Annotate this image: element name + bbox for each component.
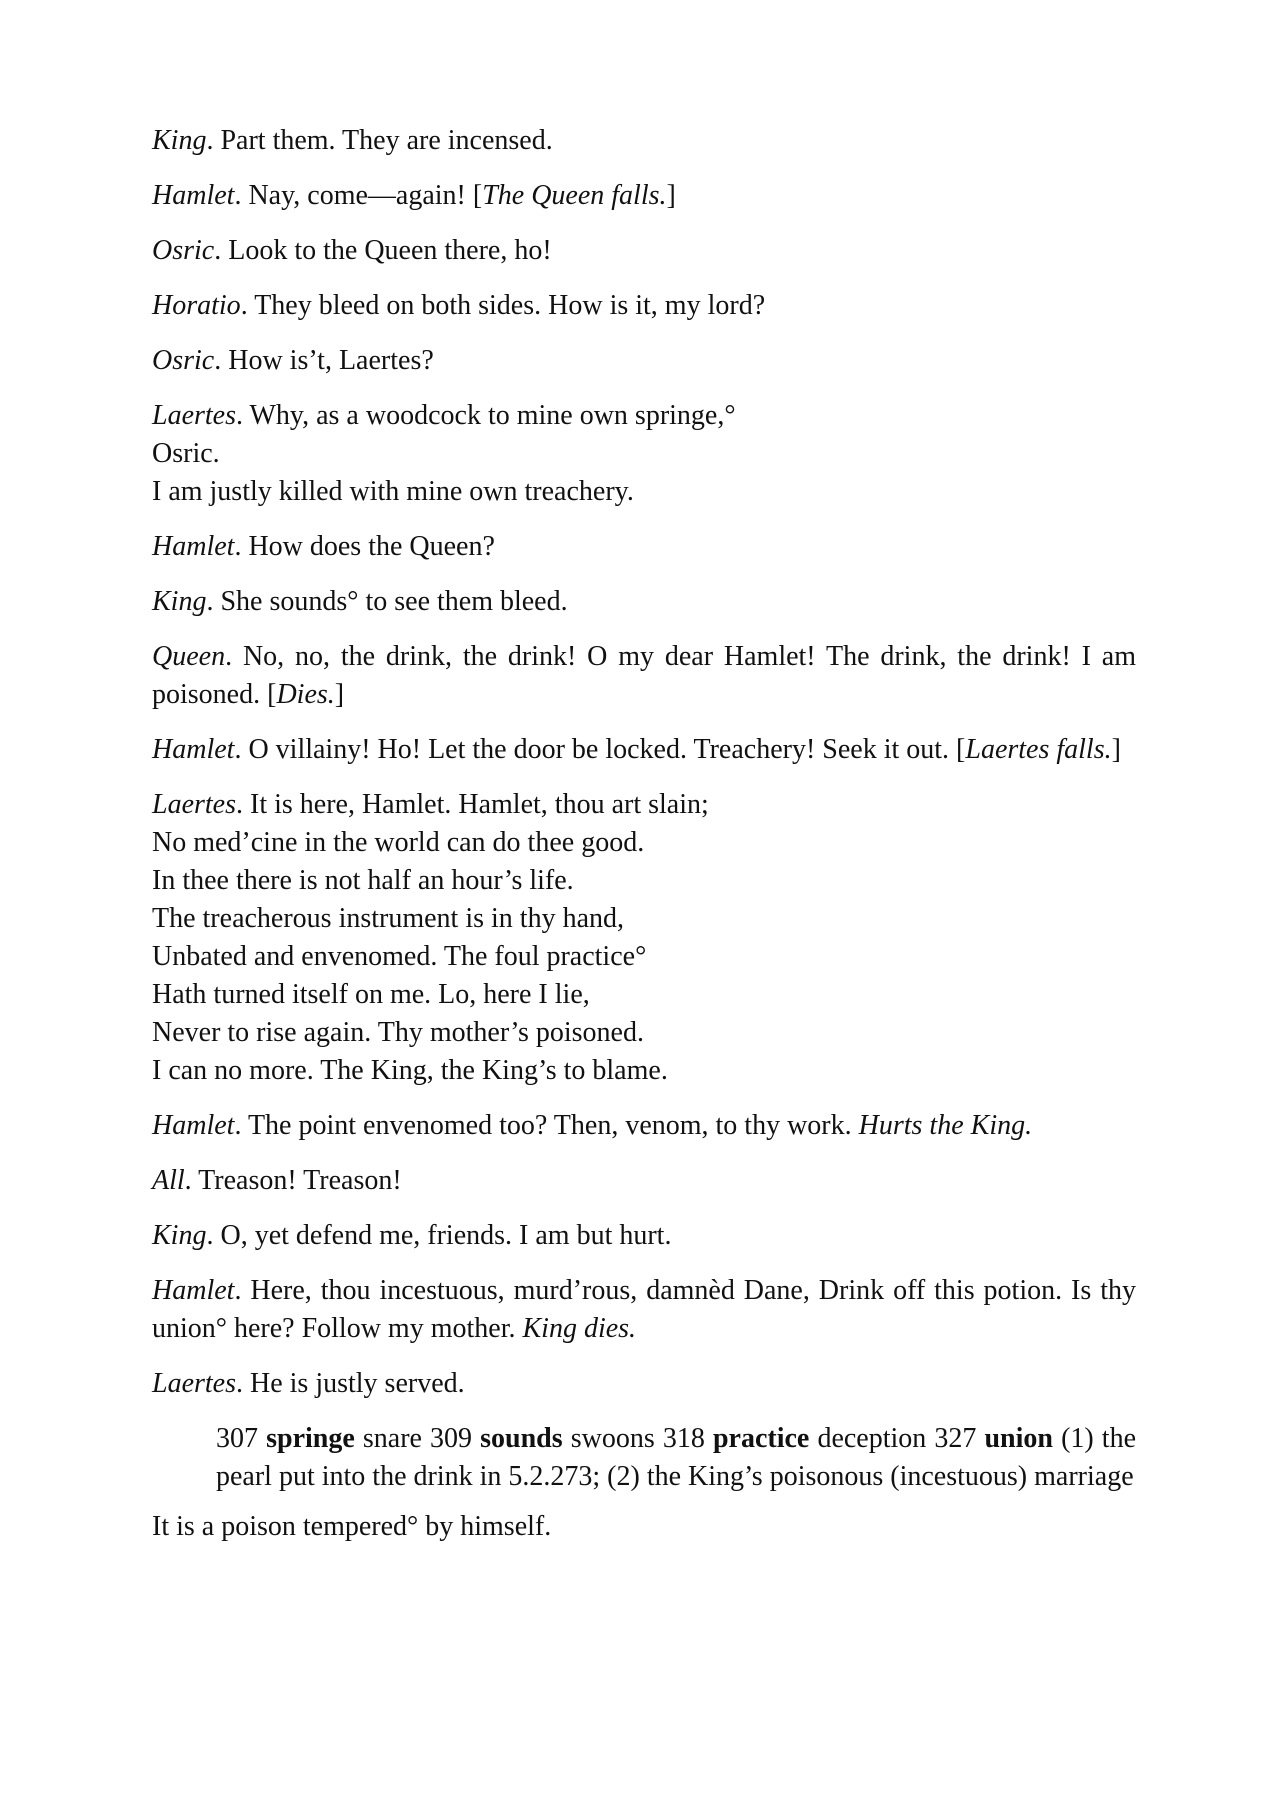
speech: King. She sounds° to see them bleed. — [152, 586, 568, 617]
speech-text: Here, thou incestuous, murd’rous, damnèd Dane, Drink off this potion. Is thy union° here? Follow my mother. — [152, 1275, 1137, 1344]
footnote-term: sounds — [480, 1423, 563, 1454]
dialogue-section — [152, 122, 1136, 1403]
speech: All. Treason! Treason! — [152, 1165, 402, 1196]
footnote-term: union — [984, 1423, 1053, 1454]
stage-direction: Hurts the King. — [858, 1110, 1033, 1141]
speaker-name: Laertes — [152, 1368, 236, 1399]
speaker-name: Laertes — [152, 789, 236, 820]
speech: Horatio. They bleed on both sides. How is it, my lord? — [152, 290, 766, 321]
speaker-name: Laertes — [152, 400, 236, 431]
speech-text: She sounds° to see them bleed. — [220, 586, 568, 617]
footnote-number: 327 — [934, 1423, 977, 1454]
speaker-name: Hamlet — [152, 531, 235, 562]
verse-line: I am justly killed with mine own treachery. — [152, 476, 634, 507]
speech: King. O, yet defend me, friends. I am but hurt. — [152, 1220, 672, 1251]
footnote-gloss: (1) the pearl put into the drink in 5.2.273; (2) the King’s poisonous (incestuous) marriage — [216, 1423, 1137, 1492]
speaker-name: All — [152, 1165, 185, 1196]
footnote-gloss: deception — [817, 1423, 927, 1454]
verse-line: Osric. — [152, 438, 220, 469]
speech: Hamlet. How does the Queen? — [152, 531, 495, 562]
bracket-close: ] — [1111, 734, 1121, 765]
speech-text: He is justly served. — [250, 1368, 465, 1399]
speaker-name: Osric — [152, 235, 215, 266]
verse-line: In thee there is not half an hour’s life. — [152, 865, 574, 896]
speaker-name: Hamlet — [152, 1275, 235, 1306]
speaker-name: Osric — [152, 345, 215, 376]
speech: Hamlet. Here, thou incestuous, murd’rous, damnèd Dane, Drink off this potion. Is thy union° here? Follow my mother. King dies. — [152, 1275, 1137, 1344]
verse-line: Why, as a woodcock to mine own springe,° — [249, 400, 736, 431]
speech-text: Look to the Queen there, ho! — [228, 235, 552, 266]
verse-line: Never to rise again. Thy mother’s poisoned. — [152, 1017, 644, 1048]
speech-text: Part them. They are incensed. — [220, 125, 553, 156]
footnote-number: 318 — [662, 1423, 705, 1454]
verse-line: The treacherous instrument is in thy hand, — [152, 903, 624, 934]
speech-text: How does the Queen? — [248, 531, 495, 562]
footnote-number: 307 — [216, 1423, 258, 1454]
speech: Osric. Look to the Queen there, ho! — [152, 235, 552, 266]
speech: Hamlet. The point envenomed too? Then, venom, to thy work. Hurts the King. — [152, 1110, 1033, 1141]
verse-line: Unbated and envenomed. The foul practice° — [152, 941, 647, 972]
speech: Hamlet. O villainy! Ho! Let the door be locked. Treachery! Seek it out. [Laertes falls.] — [152, 734, 1121, 765]
speech: Osric. How is’t, Laertes? — [152, 345, 434, 376]
speech: Queen. No, no, the drink, the drink! O my dear Hamlet! The drink, the drink! I am poisoned. [Dies.] — [152, 641, 1137, 710]
stage-direction: The Queen falls. — [482, 180, 667, 211]
verse-line: It is here, Hamlet. Hamlet, thou art slain; — [250, 789, 709, 820]
stage-direction: King dies. — [522, 1313, 637, 1344]
footnote-gloss: snare — [362, 1423, 422, 1454]
speech: Hamlet. Nay, come—again! [The Queen falls.] — [152, 180, 676, 211]
speech-text: Treason! Treason! — [198, 1165, 402, 1196]
verse-line: I can no more. The King, the King’s to blame. — [152, 1055, 668, 1086]
bracket-close: ] — [666, 180, 676, 211]
speaker-name: Hamlet — [152, 1110, 235, 1141]
speech-text: Nay, come—again! [ — [248, 180, 483, 211]
speaker-name: King — [152, 586, 207, 617]
footnote-term: springe — [266, 1423, 355, 1454]
speaker-name: Hamlet — [152, 180, 235, 211]
speech: Laertes. It is here, Hamlet. Hamlet, thou art slain; No med’cine in the world can do thee good. In thee there is not half an hour’s life. The treacherous instrument is in thy hand, Unbated and envenomed. The foul practice° Hath turned itself on me. Lo, here I lie, Never to rise again. Thy mother’s poisoned. I can no more. The King, the King’s to blame. — [152, 786, 1136, 1090]
play-page — [152, 122, 1136, 1563]
footnote-number: 309 — [430, 1423, 473, 1454]
speaker-name: Queen — [152, 641, 226, 672]
stage-direction: Laertes falls. — [965, 734, 1112, 765]
speech-text: O, yet defend me, friends. I am but hurt. — [220, 1220, 672, 1251]
verse-line: No med’cine in the world can do thee good. — [152, 827, 645, 858]
stage-direction: Dies. — [276, 679, 335, 710]
speech: Laertes. Why, as a woodcock to mine own springe,° Osric. I am justly killed with mine own treachery. — [152, 397, 1136, 511]
speech-text: O villainy! Ho! Let the door be locked. Treachery! Seek it out. [ — [248, 734, 966, 765]
footnote-term: practice — [712, 1423, 810, 1454]
footnotes — [216, 1420, 1136, 1496]
speaker-name: Hamlet — [152, 734, 235, 765]
speech-text: How is’t, Laertes? — [228, 345, 434, 376]
speaker-name: Horatio — [152, 290, 241, 321]
bracket-close: ] — [334, 679, 345, 710]
speech: Laertes. He is justly served. — [152, 1368, 465, 1399]
verse-line: Hath turned itself on me. Lo, here I lie, — [152, 979, 590, 1010]
speech: King. Part them. They are incensed. — [152, 125, 553, 156]
speech-text: No, no, the drink, the drink! O my dear Hamlet! The drink, the drink! I am poisoned. [ — [152, 641, 1137, 710]
footnote-gloss: swoons — [570, 1423, 655, 1454]
trailing-line: It is a poison tempered° by himself. — [152, 1511, 552, 1542]
speaker-name: King — [152, 1220, 207, 1251]
speech-text: They bleed on both sides. How is it, my lord? — [254, 290, 766, 321]
speech-text: The point envenomed too? Then, venom, to thy work. — [247, 1110, 859, 1141]
speaker-name: King — [152, 125, 207, 156]
